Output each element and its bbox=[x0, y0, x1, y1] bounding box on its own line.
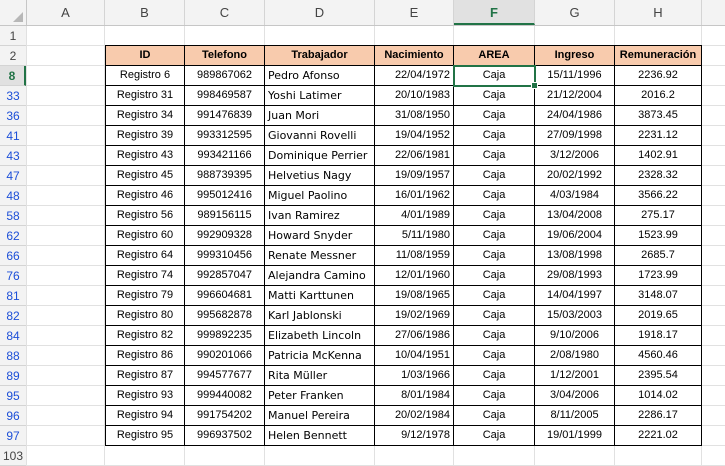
table-cell[interactable]: 1523.99 bbox=[615, 226, 702, 246]
table-cell[interactable]: 992857047 bbox=[185, 266, 265, 286]
row-header-103[interactable]: 103 bbox=[0, 446, 26, 466]
row-header-95[interactable]: 95 bbox=[0, 386, 26, 406]
column-header-e[interactable]: E bbox=[375, 0, 454, 25]
table-cell[interactable]: 19/08/1965 bbox=[375, 286, 454, 306]
table-cell[interactable]: 2231.12 bbox=[615, 126, 702, 146]
row-header-36[interactable]: 36 bbox=[0, 106, 26, 126]
table-cell[interactable]: 8/11/2005 bbox=[535, 406, 615, 426]
table-cell[interactable]: Caja bbox=[454, 266, 535, 286]
table-cell[interactable]: 3148.07 bbox=[615, 286, 702, 306]
table-cell[interactable]: Registro 80 bbox=[105, 306, 185, 326]
row-header-97[interactable]: 97 bbox=[0, 426, 26, 446]
table-cell[interactable]: 995682878 bbox=[185, 306, 265, 326]
table-cell[interactable]: 9/10/2006 bbox=[535, 326, 615, 346]
table-cell[interactable]: 1723.99 bbox=[615, 266, 702, 286]
table-cell[interactable]: Registro 64 bbox=[105, 246, 185, 266]
table-cell[interactable]: Caja bbox=[454, 426, 535, 446]
table-cell[interactable]: 999892235 bbox=[185, 326, 265, 346]
table-cell[interactable]: 19/04/1952 bbox=[375, 126, 454, 146]
table-cell[interactable]: Caja bbox=[454, 166, 535, 186]
row-header-88[interactable]: 88 bbox=[0, 346, 26, 366]
table-cell[interactable]: Karl Jablonski bbox=[265, 306, 375, 326]
table-cell[interactable]: Caja bbox=[454, 126, 535, 146]
column-header-b[interactable]: B bbox=[105, 0, 185, 25]
table-cell[interactable]: Renate Messner bbox=[265, 246, 375, 266]
table-cell[interactable]: 14/04/1997 bbox=[535, 286, 615, 306]
table-cell[interactable]: 989156115 bbox=[185, 206, 265, 226]
table-header-ingreso[interactable]: Ingreso bbox=[535, 45, 615, 66]
table-cell[interactable]: Caja bbox=[454, 386, 535, 406]
table-cell[interactable]: 8/01/1984 bbox=[375, 386, 454, 406]
table-cell[interactable]: Ivan Ramirez bbox=[265, 206, 375, 226]
table-cell[interactable]: Registro 60 bbox=[105, 226, 185, 246]
table-header-trabajador[interactable]: Trabajador bbox=[265, 45, 375, 66]
table-cell[interactable]: 999440082 bbox=[185, 386, 265, 406]
table-cell[interactable]: 2328.32 bbox=[615, 166, 702, 186]
table-cell[interactable]: 4/01/1989 bbox=[375, 206, 454, 226]
table-cell[interactable]: Caja bbox=[454, 206, 535, 226]
table-cell[interactable]: Helen Bennett bbox=[265, 426, 375, 446]
table-header-area[interactable]: AREA bbox=[454, 45, 535, 66]
table-cell[interactable]: Caja bbox=[454, 406, 535, 426]
table-cell[interactable]: Registro 56 bbox=[105, 206, 185, 226]
table-cell[interactable]: 3/12/2006 bbox=[535, 146, 615, 166]
table-cell[interactable]: 4/03/1984 bbox=[535, 186, 615, 206]
row-header-58[interactable]: 58 bbox=[0, 206, 26, 226]
table-cell[interactable]: Peter Franken bbox=[265, 386, 375, 406]
table-cell[interactable]: Registro 34 bbox=[105, 106, 185, 126]
table-cell[interactable]: 10/04/1951 bbox=[375, 346, 454, 366]
table-cell[interactable]: 3/04/2006 bbox=[535, 386, 615, 406]
table-cell[interactable]: 995012416 bbox=[185, 186, 265, 206]
column-header-c[interactable]: C bbox=[185, 0, 265, 25]
table-cell[interactable]: Caja bbox=[454, 106, 535, 126]
table-cell[interactable]: Caja bbox=[454, 366, 535, 386]
table-cell[interactable]: 21/12/2004 bbox=[535, 86, 615, 106]
table-cell[interactable]: Dominique Perrier bbox=[265, 146, 375, 166]
table-cell[interactable]: 991754202 bbox=[185, 406, 265, 426]
table-cell[interactable]: Caja bbox=[454, 186, 535, 206]
table-cell[interactable]: Caja bbox=[454, 346, 535, 366]
table-cell[interactable]: 16/01/1962 bbox=[375, 186, 454, 206]
table-cell[interactable]: 990201066 bbox=[185, 346, 265, 366]
table-cell[interactable]: 2286.17 bbox=[615, 406, 702, 426]
table-cell[interactable]: Registro 82 bbox=[105, 326, 185, 346]
table-cell[interactable]: 999310456 bbox=[185, 246, 265, 266]
row-header-96[interactable]: 96 bbox=[0, 406, 26, 426]
table-cell[interactable]: 22/06/1981 bbox=[375, 146, 454, 166]
table-header-telefono[interactable]: Telefono bbox=[185, 45, 265, 66]
table-cell[interactable]: 988739395 bbox=[185, 166, 265, 186]
table-cell[interactable]: 15/03/2003 bbox=[535, 306, 615, 326]
table-cell[interactable]: Helvetius Nagy bbox=[265, 166, 375, 186]
table-cell[interactable]: 2395.54 bbox=[615, 366, 702, 386]
table-cell[interactable]: Yoshi Latimer bbox=[265, 86, 375, 106]
table-cell[interactable]: Caja bbox=[454, 246, 535, 266]
table-cell[interactable]: Registro 93 bbox=[105, 386, 185, 406]
table-cell[interactable]: Matti Karttunen bbox=[265, 286, 375, 306]
table-cell[interactable]: 11/08/1959 bbox=[375, 246, 454, 266]
table-cell[interactable]: 13/08/1998 bbox=[535, 246, 615, 266]
table-cell[interactable]: Manuel Pereira bbox=[265, 406, 375, 426]
table-cell[interactable]: 19/01/1999 bbox=[535, 426, 615, 446]
table-cell[interactable]: Patricia McKenna bbox=[265, 346, 375, 366]
table-cell[interactable]: Registro 86 bbox=[105, 346, 185, 366]
table-cell[interactable]: Rita Müller bbox=[265, 366, 375, 386]
table-cell[interactable]: 1402.91 bbox=[615, 146, 702, 166]
table-cell[interactable]: Alejandra Camino bbox=[265, 266, 375, 286]
table-cell[interactable]: 13/04/2008 bbox=[535, 206, 615, 226]
table-cell[interactable]: 2236.92 bbox=[615, 66, 702, 86]
table-cell[interactable]: 12/01/1960 bbox=[375, 266, 454, 286]
table-cell[interactable]: Caja bbox=[454, 146, 535, 166]
table-cell[interactable]: Registro 45 bbox=[105, 166, 185, 186]
table-cell[interactable]: Registro 31 bbox=[105, 86, 185, 106]
row-header-41[interactable]: 41 bbox=[0, 126, 26, 146]
table-cell[interactable]: 2016.2 bbox=[615, 86, 702, 106]
table-cell[interactable]: 996937502 bbox=[185, 426, 265, 446]
table-cell[interactable]: Howard Snyder bbox=[265, 226, 375, 246]
table-cell[interactable]: 2019.65 bbox=[615, 306, 702, 326]
table-cell[interactable]: 3873.45 bbox=[615, 106, 702, 126]
row-header-2[interactable]: 2 bbox=[0, 46, 26, 66]
row-header-82[interactable]: 82 bbox=[0, 306, 26, 326]
table-cell[interactable]: Caja bbox=[454, 326, 535, 346]
table-cell[interactable]: 27/06/1986 bbox=[375, 326, 454, 346]
row-header-48[interactable]: 48 bbox=[0, 186, 26, 206]
column-header-a[interactable]: A bbox=[27, 0, 105, 25]
table-cell[interactable]: 1014.02 bbox=[615, 386, 702, 406]
table-cell[interactable]: Elizabeth Lincoln bbox=[265, 326, 375, 346]
table-cell[interactable]: Miguel Paolino bbox=[265, 186, 375, 206]
table-cell[interactable]: 1918.17 bbox=[615, 326, 702, 346]
table-cell[interactable]: 24/04/1986 bbox=[535, 106, 615, 126]
table-cell[interactable]: 996604681 bbox=[185, 286, 265, 306]
table-cell[interactable]: 2221.02 bbox=[615, 426, 702, 446]
row-header-47[interactable]: 47 bbox=[0, 166, 26, 186]
table-cell[interactable]: 993421166 bbox=[185, 146, 265, 166]
table-cell[interactable]: 19/02/1969 bbox=[375, 306, 454, 326]
table-cell[interactable]: 991476839 bbox=[185, 106, 265, 126]
row-header-89[interactable]: 89 bbox=[0, 366, 26, 386]
table-cell[interactable]: Caja bbox=[454, 286, 535, 306]
column-header-bar bbox=[0, 0, 725, 26]
table-cell[interactable]: 2/08/1980 bbox=[535, 346, 615, 366]
row-header-bar bbox=[0, 26, 27, 466]
row-header-76[interactable]: 76 bbox=[0, 266, 26, 286]
table-cell[interactable]: 29/08/1993 bbox=[535, 266, 615, 286]
table-cell[interactable]: Registro 87 bbox=[105, 366, 185, 386]
table-cell[interactable]: Caja bbox=[454, 226, 535, 246]
table-cell[interactable]: 31/08/1950 bbox=[375, 106, 454, 126]
column-header-d[interactable]: D bbox=[265, 0, 375, 25]
table-cell[interactable]: 19/06/2004 bbox=[535, 226, 615, 246]
table-cell[interactable]: 993312595 bbox=[185, 126, 265, 146]
selected-cell[interactable]: Caja bbox=[454, 66, 535, 86]
table-cell[interactable]: 9/12/1978 bbox=[375, 426, 454, 446]
table-cell[interactable]: Registro 74 bbox=[105, 266, 185, 286]
fill-handle[interactable] bbox=[531, 82, 538, 89]
row-header-81[interactable]: 81 bbox=[0, 286, 26, 306]
table-cell[interactable]: Caja bbox=[454, 86, 535, 106]
table-cell[interactable]: Registro 94 bbox=[105, 406, 185, 426]
row-header-8[interactable]: 8 bbox=[0, 66, 26, 86]
column-header-h[interactable]: H bbox=[615, 0, 702, 25]
table-cell[interactable]: 989867062 bbox=[185, 66, 265, 86]
column-header-f[interactable]: F bbox=[454, 0, 535, 25]
table-cell[interactable]: Juan Mori bbox=[265, 106, 375, 126]
select-all-triangle-icon bbox=[13, 12, 23, 22]
table-cell[interactable]: 998469587 bbox=[185, 86, 265, 106]
table-cell[interactable]: 27/09/1998 bbox=[535, 126, 615, 146]
table-cell[interactable]: Registro 95 bbox=[105, 426, 185, 446]
row-header-33[interactable]: 33 bbox=[0, 86, 26, 106]
column-header-g[interactable]: G bbox=[535, 0, 615, 25]
table-cell[interactable]: Registro 46 bbox=[105, 186, 185, 206]
table-cell[interactable]: Registro 79 bbox=[105, 286, 185, 306]
table-cell[interactable]: 992909328 bbox=[185, 226, 265, 246]
row-header-43[interactable]: 43 bbox=[0, 146, 26, 166]
table-cell[interactable]: 3566.22 bbox=[615, 186, 702, 206]
table-cell[interactable]: 22/04/1972 bbox=[375, 66, 454, 86]
table-header-nacimiento[interactable]: Nacimiento bbox=[375, 45, 454, 66]
table-cell[interactable]: Registro 43 bbox=[105, 146, 185, 166]
row-header-1[interactable]: 1 bbox=[0, 26, 26, 46]
table-cell[interactable]: 994577677 bbox=[185, 366, 265, 386]
table-cell[interactable]: 20/02/1992 bbox=[535, 166, 615, 186]
table-cell[interactable]: 15/11/1996 bbox=[535, 66, 615, 86]
table-cell[interactable]: Registro 39 bbox=[105, 126, 185, 146]
row-header-84[interactable]: 84 bbox=[0, 326, 26, 346]
table-cell[interactable]: 4560.46 bbox=[615, 346, 702, 366]
row-header-62[interactable]: 62 bbox=[0, 226, 26, 246]
table-cell[interactable]: 275.17 bbox=[615, 206, 702, 226]
select-all-button[interactable] bbox=[0, 0, 27, 25]
table-cell[interactable]: Giovanni Rovelli bbox=[265, 126, 375, 146]
table-cell[interactable]: 5/11/1980 bbox=[375, 226, 454, 246]
row-header-66[interactable]: 66 bbox=[0, 246, 26, 266]
gridline-vertical bbox=[26, 26, 27, 466]
table-cell[interactable]: 2685.7 bbox=[615, 246, 702, 266]
table-cell[interactable]: 1/12/2001 bbox=[535, 366, 615, 386]
table-cell[interactable]: 20/10/1983 bbox=[375, 86, 454, 106]
table-header-id[interactable]: ID bbox=[105, 45, 185, 66]
table-cell[interactable]: Caja bbox=[454, 306, 535, 326]
table-cell[interactable]: 1/03/1966 bbox=[375, 366, 454, 386]
table-header-remuneraci-n[interactable]: Remuneración bbox=[615, 45, 702, 66]
table-cell[interactable]: 20/02/1984 bbox=[375, 406, 454, 426]
table-cell[interactable]: Pedro Afonso bbox=[265, 66, 375, 86]
table-cell[interactable]: 19/09/1957 bbox=[375, 166, 454, 186]
table-cell[interactable]: Registro 6 bbox=[105, 66, 185, 86]
